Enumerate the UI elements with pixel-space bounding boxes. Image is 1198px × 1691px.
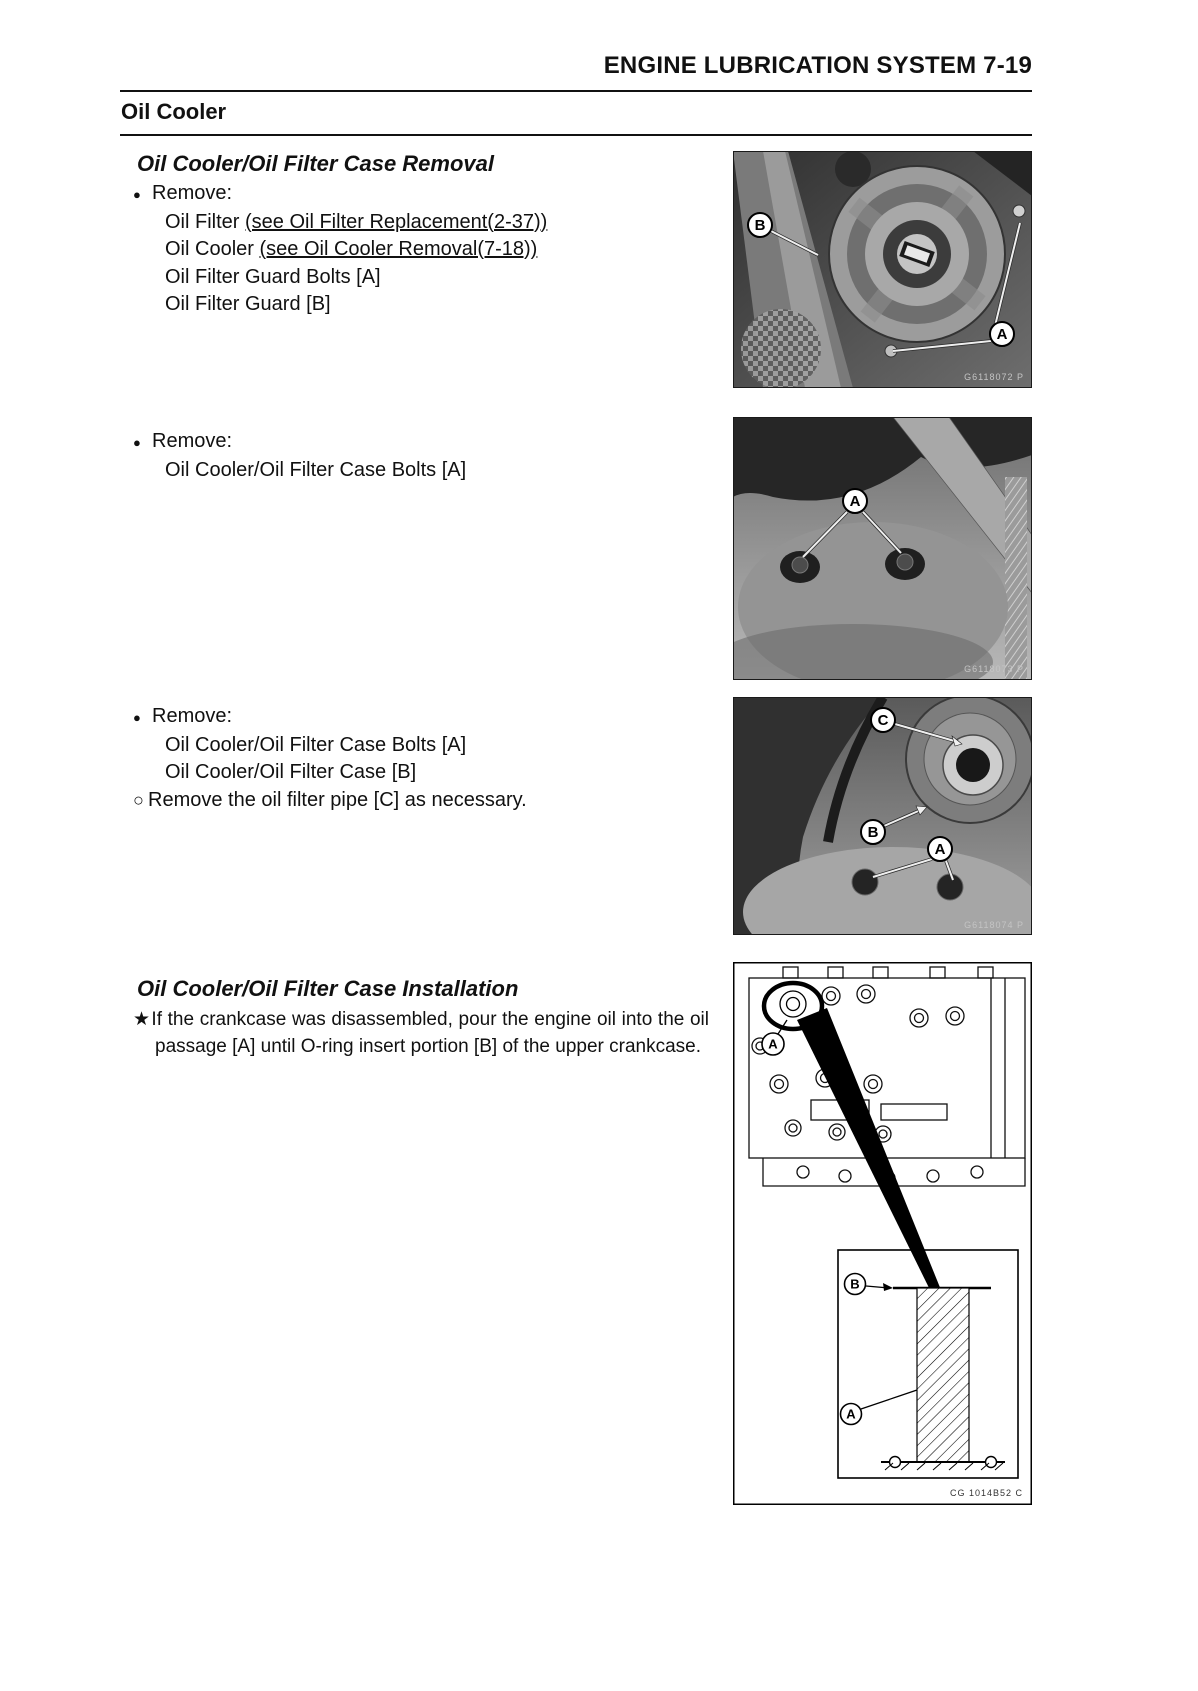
remove-label: Remove: — [152, 705, 233, 727]
note-line — [133, 787, 681, 815]
svg-text:A: A — [768, 1036, 778, 1052]
label-a-badge — [928, 837, 952, 861]
label-a-badge — [843, 489, 867, 513]
oil-filter-mount — [829, 166, 1005, 342]
figure-case-bolts-photo — [733, 417, 1032, 680]
list-item — [133, 236, 681, 264]
note-text: Remove the oil filter pipe [C] as necessary. — [148, 788, 527, 811]
label-a-badge — [762, 1033, 784, 1055]
photo-filter-case — [733, 697, 1032, 935]
item-text: Oil Cooler — [165, 238, 260, 260]
o-ring-section — [890, 1457, 901, 1468]
oil-filter-replacement-link[interactable]: (see Oil Filter Replacement(2-37)) — [245, 210, 548, 233]
section-rule — [120, 134, 1032, 136]
remove-label: Remove: — [152, 182, 233, 204]
photo-code-caption: G6118073 P — [964, 664, 1024, 674]
svg-text:A: A — [849, 493, 861, 510]
list-item — [133, 209, 681, 237]
installation-heading: Oil Cooler/Oil Filter Case Installation — [137, 976, 519, 1001]
bullet-icon: ● — [133, 435, 141, 450]
list-item: Oil Filter Guard Bolts [A] — [165, 265, 381, 288]
filter-case-boss — [906, 697, 1032, 823]
svg-text:A: A — [846, 1406, 856, 1422]
o-ring-section — [986, 1457, 997, 1468]
page-header-title: ENGINE LUBRICATION SYSTEM 7-19 — [603, 52, 1032, 79]
header-rule — [120, 90, 1032, 92]
figure-oil-filter-guard-photo — [733, 151, 1032, 388]
photo-oil-filter-guard — [733, 151, 1032, 388]
svg-text:C: C — [877, 712, 889, 729]
photo-code-caption: G6118072 P — [964, 372, 1024, 382]
remove-label-line — [133, 703, 681, 732]
installation-note-text: If the crankcase was disassembled, pour the engine oil into the oil passage [A] until O-ring insert portion [B] of the upper crankcase. — [151, 1009, 709, 1057]
label-c-badge — [871, 708, 895, 732]
photo-code-caption: G6118074 P — [964, 920, 1024, 930]
label-a-badge — [990, 322, 1014, 346]
figure-code-caption: CG 1014B52 C — [949, 1488, 1023, 1498]
installation-block — [133, 976, 709, 1060]
section-title: Oil Cooler — [121, 99, 227, 124]
crankcase-line-drawing — [733, 962, 1032, 1505]
removal-step2-block — [133, 428, 681, 484]
svg-text:A: A — [996, 326, 1008, 343]
star-icon: ★ — [133, 1009, 151, 1030]
circle-bullet-icon: ○ — [133, 789, 144, 810]
svg-text:A: A — [934, 841, 946, 858]
list-item: Oil Cooler/Oil Filter Case Bolts [A] — [165, 733, 467, 756]
photo-case-bolts — [733, 417, 1032, 680]
label-b-badge — [861, 820, 885, 844]
remove-label-line — [133, 428, 681, 457]
item-text: Oil Filter — [165, 210, 245, 233]
oil-passage-column — [917, 1288, 969, 1462]
list-item: Oil Cooler/Oil Filter Case [B] — [165, 761, 417, 783]
oil-cooler-removal-link[interactable]: (see Oil Cooler Removal(7-18)) — [259, 238, 538, 260]
removal-heading: Oil Cooler/Oil Filter Case Removal — [137, 151, 494, 176]
figure-crankcase-diagram — [733, 962, 1032, 1505]
remove-label: Remove: — [152, 430, 233, 452]
svg-text:B: B — [850, 1276, 860, 1292]
figure-filter-case-photo — [733, 697, 1032, 935]
bullet-icon: ● — [133, 710, 141, 725]
removal-step1-block — [133, 151, 681, 319]
bullet-icon: ● — [133, 187, 141, 202]
svg-text:B: B — [754, 217, 766, 234]
label-b-badge — [748, 213, 772, 237]
svg-text:B: B — [867, 824, 879, 841]
removal-step3-block — [133, 703, 681, 814]
installation-note — [133, 1006, 709, 1060]
list-item: Oil Filter Guard [B] — [165, 293, 331, 315]
remove-label-line — [133, 180, 681, 209]
list-item: Oil Cooler/Oil Filter Case Bolts [A] — [165, 458, 467, 481]
